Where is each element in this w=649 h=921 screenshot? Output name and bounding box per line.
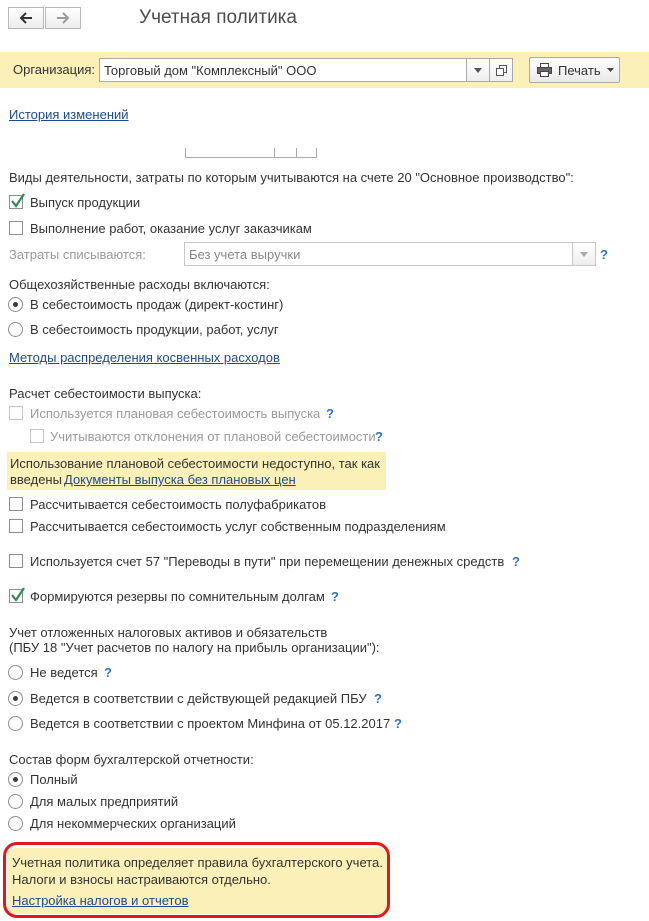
help-icon[interactable]: ? bbox=[374, 691, 382, 706]
checkmark-icon bbox=[10, 587, 26, 603]
radio-forms-nonprofit[interactable] bbox=[8, 816, 23, 831]
help-icon[interactable]: ? bbox=[600, 247, 608, 262]
planned-cost-notice-text: Использование плановой себестоимости недоступно, так как bbox=[10, 456, 380, 471]
printer-icon bbox=[537, 63, 552, 77]
planned-cost-notice bbox=[7, 452, 386, 490]
radio-deferred-minfin-draft[interactable] bbox=[8, 716, 23, 731]
overhead-heading: Общехозяйственные расходы включаются: bbox=[9, 277, 270, 292]
deferred-tax-heading: Учет отложенных налоговых активов и обязательств bbox=[9, 625, 328, 640]
checkbox-semi-finished[interactable] bbox=[9, 497, 23, 511]
radio-product-cost-label: В себестоимость продукции, работ, услуг bbox=[30, 322, 279, 337]
reporting-forms-heading: Состав форм бухгалтерской отчетности: bbox=[9, 752, 254, 767]
help-icon[interactable]: ? bbox=[326, 406, 334, 421]
open-window-icon bbox=[496, 65, 507, 76]
checkbox-own-services[interactable] bbox=[9, 519, 23, 533]
forward-button[interactable] bbox=[45, 7, 81, 29]
organization-dropdown-button[interactable] bbox=[466, 58, 490, 82]
checkbox-planned-deviation[interactable] bbox=[30, 429, 44, 443]
costs-dropdown-button[interactable] bbox=[572, 242, 596, 266]
help-icon[interactable]: ? bbox=[512, 554, 520, 569]
print-button[interactable] bbox=[529, 57, 620, 83]
cost-calc-heading: Расчет себестоимости выпуска: bbox=[9, 386, 202, 401]
checkbox-product-output[interactable] bbox=[9, 195, 23, 209]
costs-written-off-label: Затраты списываются: bbox=[9, 247, 146, 262]
radio-deferred-current-pbu-label: Ведется в соответствии с действующей редакцией ПБУ bbox=[30, 691, 367, 706]
activities-heading: Виды деятельности, затраты по которым учитываются на счете 20 "Основное производство": bbox=[9, 170, 574, 185]
arrow-right-icon bbox=[56, 12, 70, 24]
deferred-tax-heading-2: (ПБУ 18 "Учет расчетов по налогу на прибыль организации"): bbox=[9, 640, 380, 655]
help-icon[interactable]: ? bbox=[331, 589, 339, 604]
checkmark-icon bbox=[10, 193, 26, 209]
back-button[interactable] bbox=[8, 7, 44, 29]
radio-forms-nonprofit-label: Для некоммерческих организаций bbox=[30, 816, 236, 831]
indirect-costs-methods-link[interactable]: Методы распределения косвенных расходов bbox=[9, 350, 280, 365]
checkbox-doubtful-reserves-label: Формируются резервы по сомнительным долгам bbox=[30, 589, 325, 604]
radio-direct-costing[interactable] bbox=[8, 297, 23, 312]
checkbox-own-services-label: Рассчитывается себестоимость услуг собственным подразделениям bbox=[30, 519, 446, 534]
chevron-down-icon bbox=[474, 68, 482, 73]
organization-field[interactable] bbox=[99, 58, 467, 82]
chevron-down-icon bbox=[607, 68, 614, 72]
page-title: Учетная политика bbox=[139, 7, 297, 28]
planned-cost-notice-text2: введены bbox=[10, 472, 62, 487]
organization-value: Торговый дом "Комплексный" ООО bbox=[104, 62, 317, 78]
radio-forms-small-business-label: Для малых предприятий bbox=[30, 794, 179, 809]
checkbox-product-output-label: Выпуск продукции bbox=[30, 195, 141, 210]
checkbox-account-57[interactable] bbox=[9, 554, 23, 568]
checkbox-account-57-label: Используется счет 57 "Переводы в пути" при перемещении денежных средств bbox=[30, 554, 505, 569]
checkbox-doubtful-reserves[interactable] bbox=[9, 589, 23, 603]
scrolled-field-stub bbox=[185, 148, 317, 158]
tax-settings-link[interactable]: Настройка налогов и отчетов bbox=[12, 893, 189, 908]
help-icon[interactable]: ? bbox=[394, 716, 402, 731]
arrow-left-icon bbox=[19, 12, 33, 24]
highlight-frame bbox=[3, 842, 390, 918]
radio-forms-small-business[interactable] bbox=[8, 794, 23, 809]
costs-written-off-value: Без учета выручки bbox=[189, 246, 301, 262]
organization-open-button[interactable] bbox=[489, 58, 513, 82]
radio-forms-full[interactable] bbox=[8, 772, 23, 787]
checkbox-planned-cost[interactable] bbox=[9, 406, 23, 420]
checkbox-works-services[interactable] bbox=[9, 221, 23, 235]
help-icon[interactable]: ? bbox=[104, 665, 112, 680]
checkbox-works-services-label: Выполнение работ, оказание услуг заказчикам bbox=[30, 221, 312, 236]
history-link[interactable]: История изменений bbox=[9, 107, 129, 122]
help-icon[interactable]: ? bbox=[375, 429, 383, 444]
accounting-policy-notice-line2: Налоги и взносы настраиваются отдельно. bbox=[12, 872, 271, 887]
radio-direct-costing-label: В себестоимость продаж (директ-костинг) bbox=[30, 297, 284, 312]
checkbox-semi-finished-label: Рассчитывается себестоимость полуфабрикатов bbox=[30, 497, 326, 512]
radio-forms-full-label: Полный bbox=[30, 772, 78, 787]
print-label: Печать bbox=[558, 62, 601, 78]
checkbox-planned-cost-label: Используется плановая себестоимость выпуска bbox=[30, 406, 321, 421]
radio-deferred-current-pbu[interactable] bbox=[8, 691, 23, 706]
costs-written-off-field[interactable] bbox=[184, 242, 574, 266]
organization-label: Организация: bbox=[13, 62, 96, 77]
chevron-down-icon bbox=[580, 252, 588, 257]
documents-without-prices-link[interactable]: Документы выпуска без плановых цен bbox=[64, 472, 296, 487]
radio-deferred-not-kept-label: Не ведется bbox=[30, 665, 98, 680]
radio-deferred-not-kept[interactable] bbox=[8, 665, 23, 680]
accounting-policy-notice-line1: Учетная политика определяет правила бухгалтерского учета. bbox=[12, 855, 383, 870]
radio-product-cost[interactable] bbox=[8, 322, 23, 337]
radio-deferred-minfin-draft-label: Ведется в соответствии с проектом Минфина от 05.12.2017 bbox=[30, 716, 391, 731]
checkbox-planned-deviation-label: Учитываются отклонения от плановой себестоимости bbox=[50, 429, 376, 444]
